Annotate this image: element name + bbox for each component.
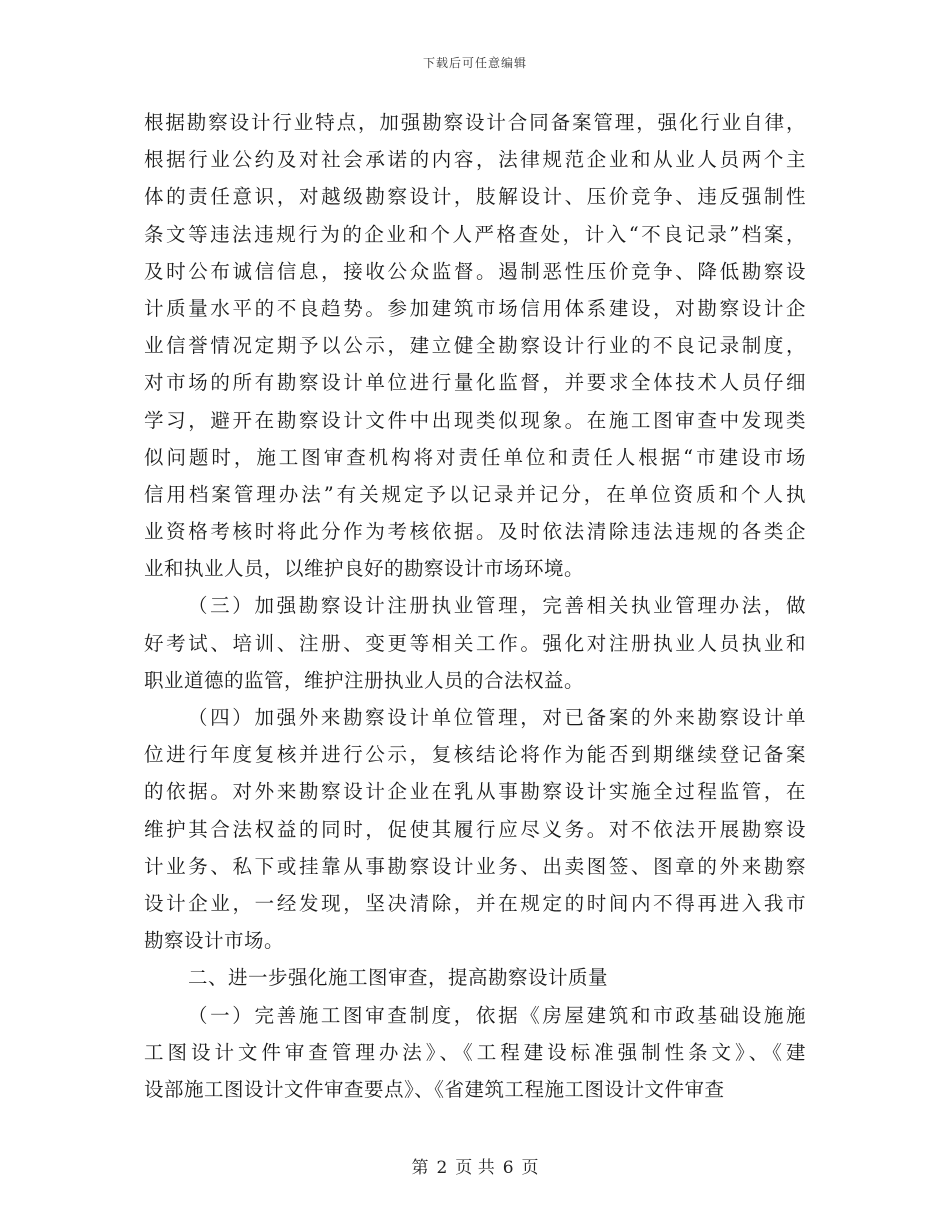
paragraph-line: 及时公布诚信信息，接收公众监督。遏制恶性压价竞争、降低勘察设 [144, 259, 806, 283]
paragraph-line: 业和执业人员，以维护良好的勘察设计市场环境。 [144, 557, 585, 581]
paragraph-line: 条文等违法违规行为的企业和个人严格查处，计入“不良记录”档案， [144, 222, 806, 246]
paragraph-line: 勘察设计市场。 [144, 929, 285, 953]
paragraph-line: 的依据。对外来勘察设计企业在乳从事勘察设计实施全过程监管，在 [144, 780, 806, 804]
paragraph-line: 信用档案管理办法”有关规定予以记录并记分，在单位资质和个人执 [144, 482, 806, 506]
paragraph-line: 业信誉情况定期予以公示，建立健全勘察设计行业的不良记录制度， [144, 334, 806, 358]
paragraph-line: 学习，避开在勘察设计文件中出现类似现象。在施工图审查中发现类 [144, 408, 806, 432]
paragraph-line: 根据勘察设计行业特点，加强勘察设计合同备案管理，强化行业自律， [144, 111, 806, 134]
paragraph-line: 好考试、培训、注册、变更等相关工作。强化对注册执业人员执业和 [144, 631, 806, 655]
paragraph-line: 设计企业，一经发现，坚决清除，并在规定的时间内不得再进入我市 [144, 891, 806, 915]
paragraph-line: 根据行业公约及对社会承诺的内容，法律规范企业和从业人员两个主 [144, 148, 806, 172]
paragraph-line: 职业道德的监管，维护注册执业人员的合法权益。 [144, 668, 585, 692]
page-label-prefix: 第 [411, 1158, 429, 1178]
paragraph-line: 似问题时，施工图审查机构将对责任单位和责任人根据“市建设市场 [144, 445, 806, 469]
paragraph-line: 对市场的所有勘察设计单位进行量化监督，并要求全体技术人员仔细 [144, 371, 806, 395]
paragraph-line: 体的责任意识，对越级勘察设计，肢解设计、压价竞争、违反强制性 [144, 185, 806, 209]
paragraph-line: 业资格考核时将此分作为考核依据。及时依法清除违法违规的各类企 [144, 520, 806, 544]
paragraph-line: 维护其合法权益的同时，促使其履行应尽义务。对不依法开展勘察设 [144, 817, 806, 841]
paragraph-line: （一）完善施工图审查制度，依据《房屋建筑和市政基础设施施 [188, 1003, 806, 1027]
paragraph-line: 二、进一步强化施工图审查，提高勘察设计质量 [188, 966, 609, 990]
paragraph-line: （四）加强外来勘察设计单位管理，对已备案的外来勘察设计单 [188, 706, 806, 729]
paragraph-line: 工图设计文件审查管理办法》、《工程建设标准强制性条文》、《建 [144, 1040, 806, 1064]
total-pages-number: 6 [502, 1158, 514, 1178]
page-footer [0, 1153, 950, 1178]
paragraph-line: 位进行年度复核并进行公示，复核结论将作为能否到期继续登记备案 [144, 743, 806, 767]
document-body [144, 104, 806, 1108]
page-label-suffix: 页 [521, 1158, 539, 1178]
paragraph-line: 设部施工图设计文件审查要点》、《省建筑工程施工图设计文件审查 [144, 1077, 725, 1101]
paragraph-line: 计业务、私下或挂靠从事勘察设计业务、出卖图签、图章的外来勘察 [144, 854, 806, 878]
paragraph-line: 计质量水平的不良趋势。参加建筑市场信用体系建设，对勘察设计企 [144, 296, 806, 320]
paragraph-line: （三）加强勘察设计注册执业管理，完善相关执业管理办法，做 [188, 594, 806, 618]
current-page-number: 2 [436, 1158, 448, 1178]
page-header-note: 下载后可任意编辑 [422, 56, 527, 70]
page-label-mid: 页 共 [455, 1158, 495, 1178]
